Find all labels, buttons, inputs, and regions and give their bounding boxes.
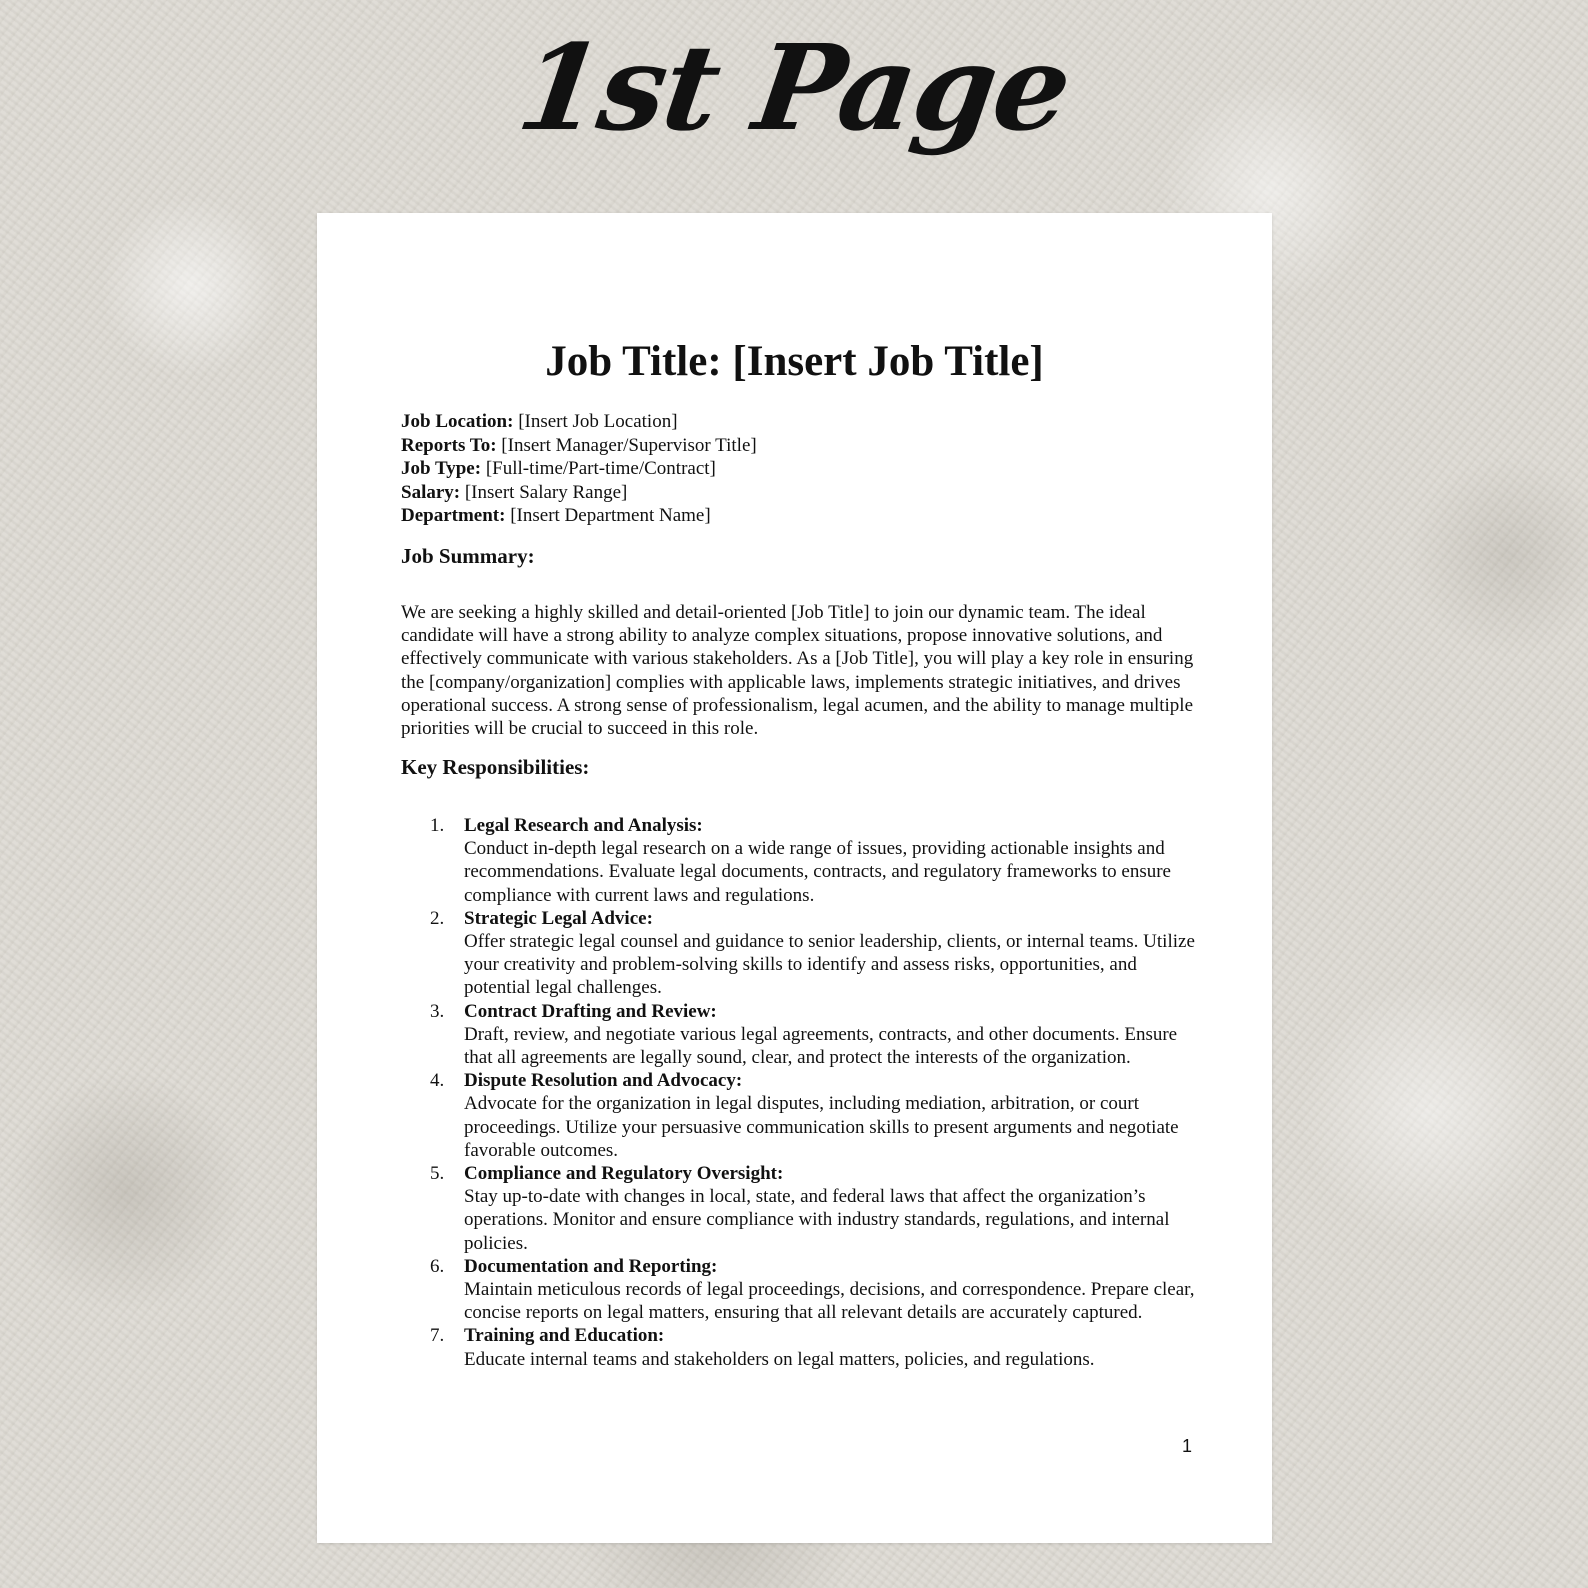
list-item-number: 7.: [430, 1325, 445, 1347]
info-label: Job Type:: [401, 458, 482, 479]
job-summary-heading: Job Summary:: [401, 544, 535, 568]
list-item-number: 1.: [430, 815, 445, 836]
list-item: [401, 1324, 1201, 1370]
info-label: Salary:: [401, 481, 461, 503]
list-item-title: Training and Education:: [464, 1325, 665, 1347]
list-item-number: 3.: [430, 1000, 445, 1022]
job-summary-text: We are seeking a highly skilled and detail-oriented [Job Title] to join our dynamic team. The ideal candidate will have a strong ability to analyze complex situations, propose innovative solutions, and effectively communicate with various stakeholders. As a [Job Title], you will play a key role in ensuring the [company/organization] complies with applicable laws, implements strategic initiatives, and drives operational success. A strong sense of professionalism, legal acumen, and the ability to manage multiple priorities will be crucial to succeed in this role.: [401, 602, 1194, 740]
info-label: Job Location:: [401, 411, 514, 432]
info-line-job-type: [401, 457, 1201, 481]
page-number: 1: [1181, 1436, 1192, 1456]
list-item-title: Contract Drafting and Review:: [464, 1000, 717, 1022]
list-item: [401, 1255, 1201, 1325]
info-value: [Insert Job Location]: [513, 411, 678, 432]
info-line-reports-to: [401, 434, 1201, 458]
list-item: [401, 907, 1201, 1000]
document-page: [317, 213, 1272, 1543]
list-item-title: Dispute Resolution and Advocacy:: [464, 1070, 743, 1092]
list-item-title: Documentation and Reporting:: [464, 1255, 718, 1277]
list-item-description: Offer strategic legal counsel and guidance to senior leadership, clients, or internal teams. Utilize your creativity and problem-solving skills to identify and assess risks, opportunities, and potential legal challenges.: [464, 931, 1195, 999]
list-item-title: Compliance and Regulatory Oversight:: [464, 1163, 784, 1185]
info-value: [Full-time/Part-time/Contract]: [481, 458, 716, 479]
list-item: [401, 1000, 1201, 1070]
header-title: 1st Page: [510, 18, 1078, 157]
info-value: [Insert Manager/Supervisor Title]: [496, 434, 757, 456]
info-line-salary: [401, 481, 1201, 505]
info-line-department: [401, 504, 1201, 528]
list-item: [401, 814, 1201, 907]
responsibilities-list: [401, 814, 1201, 1371]
list-item-description: Stay up-to-date with changes in local, state, and federal laws that affect the organization’s operations. Monitor and ensure compliance with industry standards, regulations, and internal policies.: [464, 1186, 1170, 1254]
info-label: Department:: [401, 505, 506, 526]
info-value: [Insert Salary Range]: [460, 481, 628, 503]
list-item: [401, 1069, 1201, 1162]
job-info-block: [401, 410, 1201, 528]
list-item-title: Strategic Legal Advice:: [464, 907, 653, 929]
list-item-number: 2.: [430, 907, 445, 929]
info-value: [Insert Department Name]: [505, 505, 711, 526]
list-item-description: Conduct in-depth legal research on a wide range of issues, providing actionable insights and recommendations. Evaluate legal documents, contracts, and regulatory frameworks to ensure compliance with current laws and regulations.: [464, 838, 1171, 906]
info-label: Reports To:: [401, 434, 497, 456]
list-item: [401, 1162, 1201, 1255]
list-item-description: Advocate for the organization in legal disputes, including mediation, arbitration, or court proceedings. Utilize your persuasive communication skills to present arguments and negotiate favorable outcomes.: [464, 1093, 1179, 1161]
list-item-number: 5.: [430, 1163, 445, 1185]
list-item-number: 6.: [430, 1255, 445, 1277]
key-responsibilities-heading: Key Responsibilities:: [401, 755, 590, 779]
info-line-location: [401, 410, 1201, 434]
list-item-title: Legal Research and Analysis:: [464, 815, 703, 836]
list-item-description: Educate internal teams and stakeholders on legal matters, policies, and regulations.: [464, 1348, 1095, 1370]
list-item-description: Maintain meticulous records of legal proceedings, decisions, and correspondence. Prepare clear, concise reports on legal matters, ensuring that all relevant details are accurately captured.: [464, 1279, 1195, 1324]
list-item-description: Draft, review, and negotiate various legal agreements, contracts, and other documents. Ensure that all agreements are legally sound, clear, and protect the interests of the organization.: [464, 1023, 1178, 1069]
list-item-number: 4.: [430, 1070, 445, 1092]
document-title: Job Title: [Insert Job Title]: [545, 338, 1044, 385]
